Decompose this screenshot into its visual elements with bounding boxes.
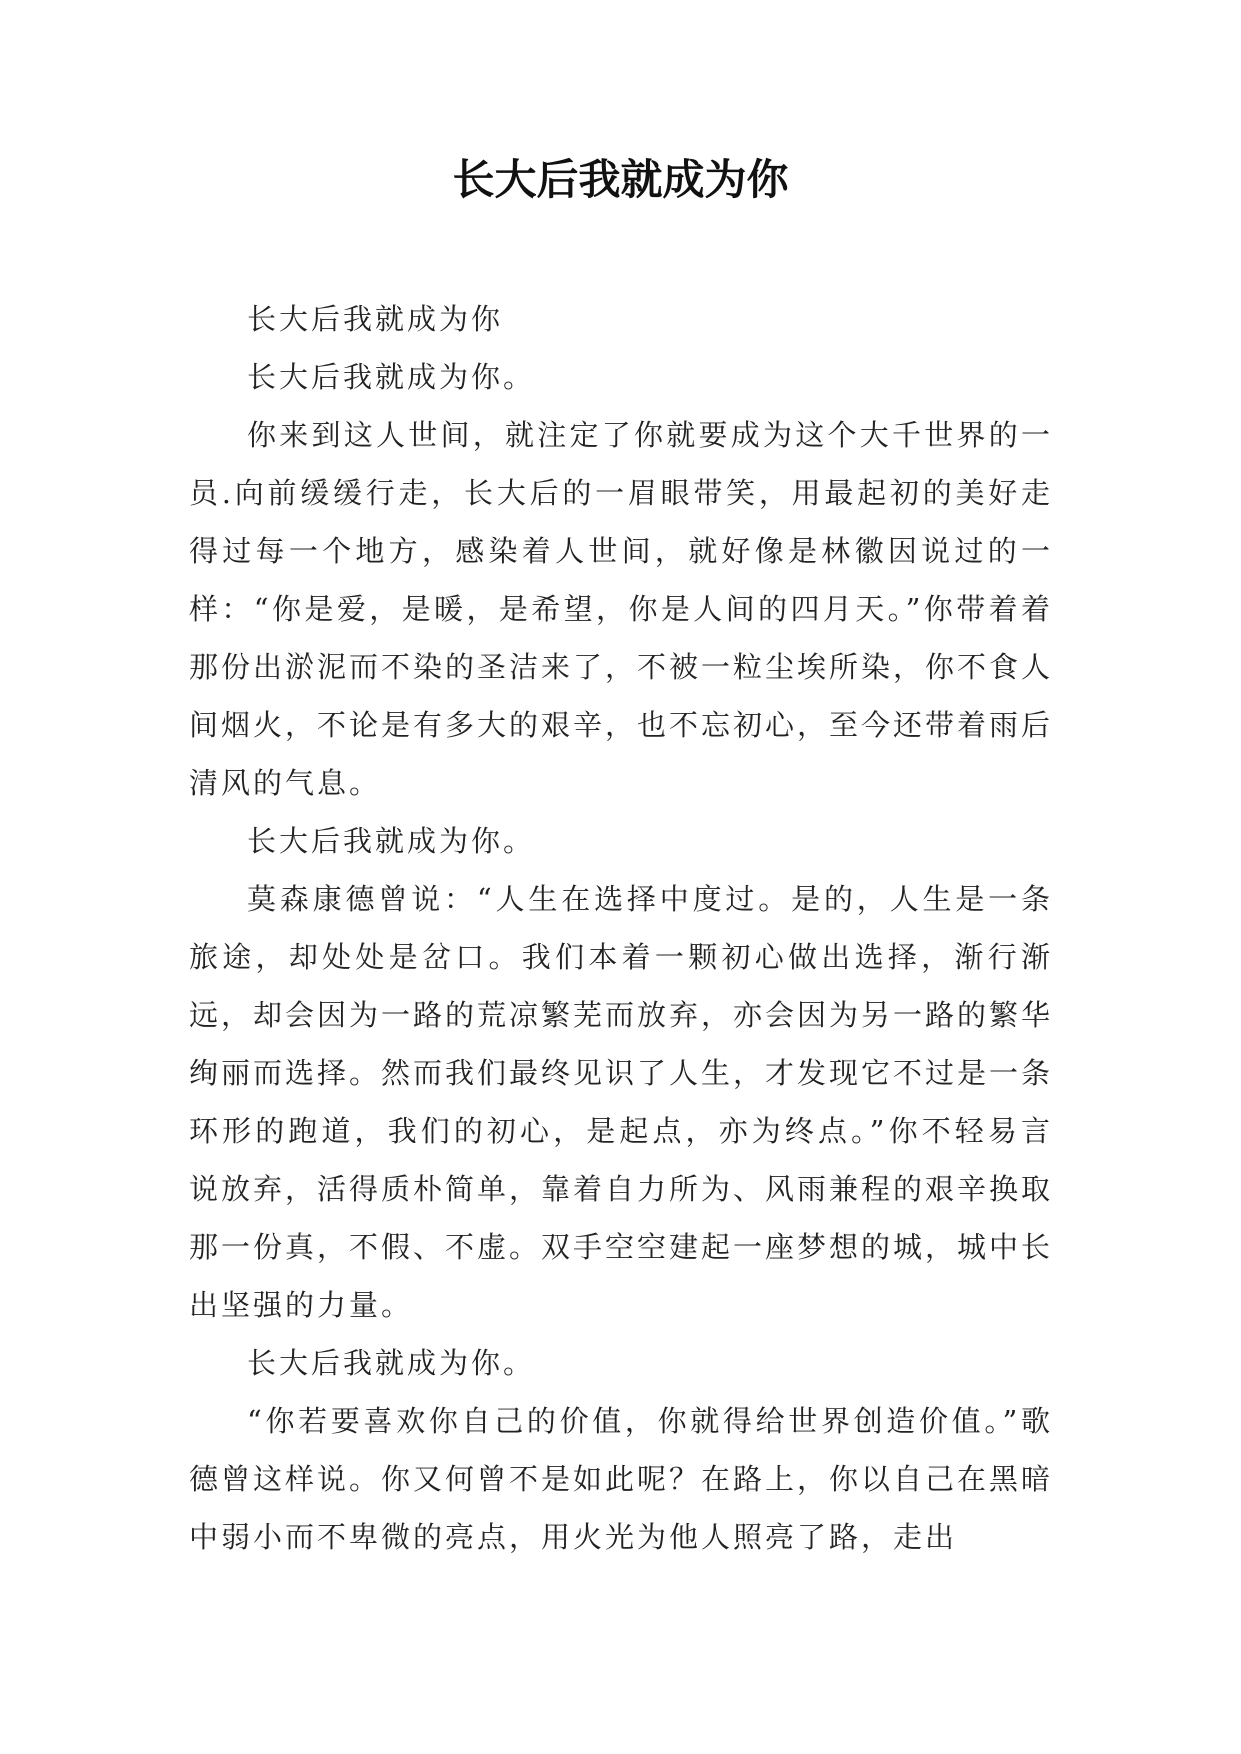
paragraph: 莫森康德曾说：“人生在选择中度过。是的，人生是一条旅途，却处处是岔口。我们本着一颗初心做出选择，渐行渐远，却会因为一路的荒凉繁芜而放弃，亦会因为另一路的繁华绚丽而选择。然而我们最终见识了人生，才发现它不过是一条环形的跑道，我们的初心，是起点，亦为终点。”你不轻易言说放弃，活得质朴简单，靠着自力所为、风雨兼程的艰辛换取那一份真，不假、不虚。双手空空建起一座梦想的城，城中长出坚强的力量。 (189, 882, 1054, 1322)
document-body (189, 290, 1053, 1566)
paragraph: 你来到这人世间，就注定了你就要成为这个大千世界的一员.向前缓缓行走，长大后的一眉眼带笑，用最起初的美好走得过每一个地方，感染着人世间，就好像是林徽因说过的一样：“你是爱，是暖，是希望，你是人间的四月天。”你带着着那份出淤泥而不染的圣洁来了，不被一粒尘埃所染，你不食人间烟火，不论是有多大的艰辛，也不忘初心，至今还带着雨后清风的气息。 (189, 418, 1054, 800)
document-title: 长大后我就成为你 (452, 155, 789, 204)
paragraph: 长大后我就成为你。 (247, 360, 536, 394)
paragraph: 长大后我就成为你 (247, 302, 504, 336)
paragraph: 长大后我就成为你。 (247, 824, 536, 858)
paragraph: “你若要喜欢你自己的价值，你就得给世界创造价值。”歌德曾这样说。你又何曾不是如此呢？在路上，你以自己在黑暗中弱小而不卑微的亮点，用火光为他人照亮了路，走出 (189, 1404, 1054, 1554)
paragraph: 长大后我就成为你。 (247, 1346, 536, 1380)
